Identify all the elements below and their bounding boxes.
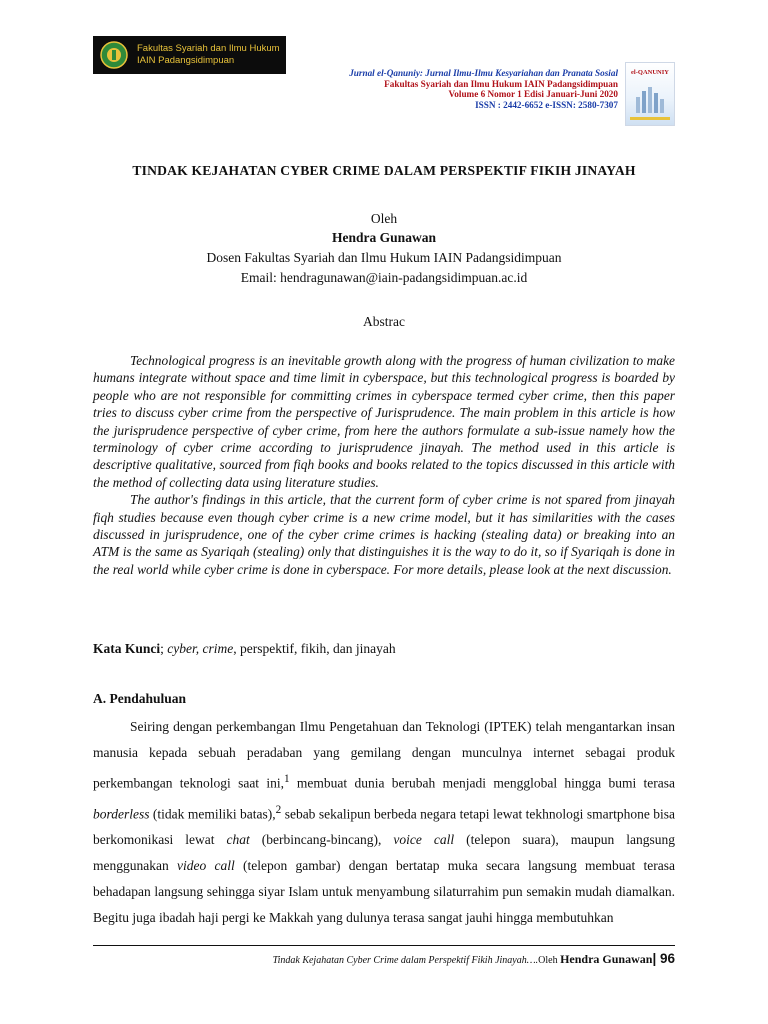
keywords-rest: , perspektif, fikih, dan jinayah (233, 641, 396, 656)
footer-author: Hendra Gunawan (560, 952, 653, 966)
page-number: 96 (659, 951, 675, 966)
article-title: TINDAK KEJAHATAN CYBER CRIME DALAM PERSPEKTIF FIKIH JINAYAH (132, 163, 636, 178)
logo-line-institute: IAIN Padangsidimpuan (137, 55, 235, 66)
body-paragraph (93, 714, 675, 931)
journal-cover-art-icon (626, 63, 674, 125)
journal-name: Jurnal el-Qanuniy: Jurnal Ilmu-Ilmu Kesyariahan dan Pranata Sosial (349, 68, 618, 78)
faculty-emblem-icon (99, 40, 129, 70)
footer-divider (93, 945, 675, 946)
footer-separator: | (652, 951, 660, 966)
body-text (93, 714, 675, 931)
body-italic-term: chat (226, 832, 250, 847)
logo-text (137, 43, 280, 67)
body-italic-term: video call (177, 858, 235, 873)
footer-by: Oleh (538, 955, 561, 966)
footnote-ref[interactable]: 1 (284, 773, 290, 785)
footer-running-title: Tindak Kejahatan Cyber Crime dalam Perspektif Fikih Jinayah…. (272, 955, 539, 966)
keywords-italic: cyber, crime (167, 641, 234, 656)
institution-logo (93, 36, 286, 74)
by-label: Oleh (370, 211, 398, 226)
abstract-text (93, 352, 675, 578)
cover-brand: el-QANUNIY (631, 69, 669, 76)
journal-volume: Volume 6 Nomor 1 Edisi Januari-Juni 2020 (448, 89, 618, 99)
author-name: Hendra Gunawan (332, 230, 436, 245)
keywords-label: Kata Kunci (93, 641, 161, 656)
body-text-run: (berbincang-bincang), (249, 832, 394, 847)
abstract-paragraph-1: Technological progress is an inevitable growth along with the progress of human civilization to make humans integrate without space and time limit in cyberspace, but this technological progress is boarded by people who are not responsible for committing crimes in cyberspace termed cyber crime, then this paper tries to discuss cyber crime from the perspective of Jurisprudence. The main problem in this article is how the jurisprudence perspective of cyber crime, from here the authors formulate a sub-issue namely how the terminology of cyber crime according to jurisprudence jinayah. The method used in this article is descriptive qualitative, sourced from fiqh books and books related to the topics discussed in this article with the method of collecting data using literature studies. (93, 353, 675, 490)
body-text-run: sebab sekalipun berbeda negara tetapi lewat tekhnologi smartphone bisa berkomonikasi lewat (93, 806, 675, 847)
footnote-ref[interactable]: 2 (275, 803, 282, 816)
journal-issn: ISSN : 2442-6652 e-ISSN: 2580-7307 (475, 99, 618, 110)
body-italic-term: borderless (93, 806, 150, 821)
journal-info (349, 68, 618, 110)
journal-cover-thumbnail (625, 62, 675, 126)
body-text-run: Seiring dengan perkembangan Ilmu Pengetahuan dan Teknologi (IPTEK) telah mengantarkan insan manusia kepada sebuah peradaban yang gemilang dengan munculnya internet sebagai produk perkembangan teknologi saat ini, (93, 719, 675, 791)
section-heading: A. Pendahuluan (93, 691, 187, 706)
keywords (93, 641, 396, 657)
author-affiliation: Dosen Fakultas Syariah dan Ilmu Hukum IAIN Padangsidimpuan (206, 250, 562, 265)
body-text-run: (telepon gambar) dengan bertatap muka secara langsung membuat terasa behadapan langsung sehingga siyar Islam untuk menyambung silaturrahim pun semakin mudah diamalkan. Begitu juga ibadah haji pergi ke Makkah yang dulunya terasa sangat jauhi hingga membutuhkan (93, 858, 675, 925)
journal-publisher: Fakultas Syariah dan Ilmu Hukum IAIN Padangsidimpuan (384, 78, 618, 89)
abstract-heading: Abstrac (363, 314, 405, 329)
logo-line-faculty: Fakultas Syariah dan Ilmu Hukum (137, 43, 280, 54)
body-text-run: membuat dunia berubah menjadi mengglobal hingga bumi terasa (289, 775, 675, 791)
keywords-separator: ; (160, 641, 168, 656)
author-email: Email: hendragunawan@iain-padangsidimpuan.ac.id (240, 270, 528, 285)
abstract-paragraph-2: The author's findings in this article, that the current form of cyber crime is not spared from jinayah fiqh studies because even though cyber crime is a new crime model, but it has similarities with the cases discussed in jurisprudence, one of the cyber crime crimes is hacking (stealing data) or breaking into an ATM is the same as Syariqah (stealing) only that distinguishes it is the way to do it, so if Syariqah is done in the real world while cyber crime is done in cyberspace. For more details, please look at the next discussion. (93, 492, 675, 577)
page-footer (273, 951, 675, 967)
body-text-run: (telepon suara), maupun langsung menggunakan (93, 832, 675, 873)
body-text-run: (tidak memiliki batas), (149, 806, 276, 821)
body-italic-term: voice call (393, 832, 455, 847)
